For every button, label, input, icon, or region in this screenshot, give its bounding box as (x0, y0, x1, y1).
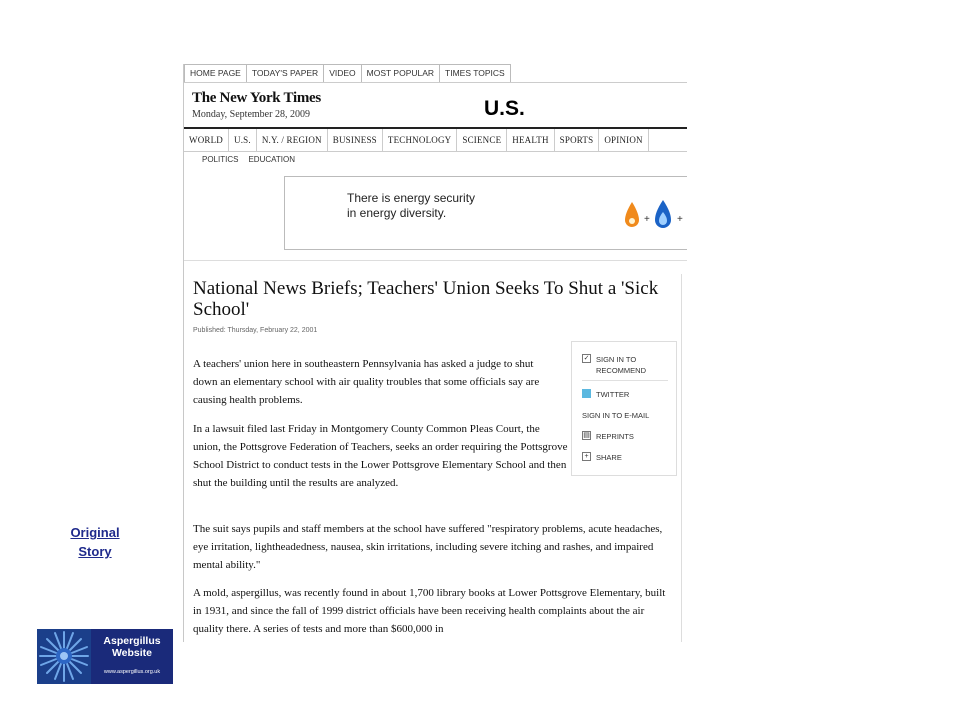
energy-flame-icons (625, 198, 687, 232)
flower-icon (37, 629, 91, 684)
nyt-article-screenshot (183, 64, 687, 642)
article-tools-panel (571, 341, 677, 476)
share-plus-icon: + (582, 452, 591, 461)
nav-times-topics[interactable]: TIMES TOPICS (440, 65, 511, 82)
ad-line-1: There is energy security (347, 191, 476, 205)
subnav-politics[interactable]: POLITICS (202, 155, 239, 164)
original-story-line1: Original (70, 525, 120, 540)
aspergillus-website-logo[interactable] (37, 629, 173, 684)
article-headline: National News Briefs; Teachers' Union Seeks To Shut a 'Sick School' (193, 278, 659, 320)
email-label: SIGN IN TO E-MAIL (582, 411, 650, 420)
section-nav-ny-region[interactable]: N.Y. / REGION (257, 129, 328, 151)
section-nav-world[interactable]: WORLD (184, 129, 229, 151)
original-story-line2: Story (78, 544, 112, 559)
twitter-label: TWITTER (596, 390, 630, 399)
ad-line-2: in energy diversity. (347, 206, 447, 220)
nav-todays-paper[interactable]: TODAY'S PAPER (247, 65, 324, 82)
logo-title: Aspergillus Website (103, 635, 161, 659)
divider (184, 82, 687, 83)
section-nav-opinion[interactable]: OPINION (599, 129, 648, 151)
svg-text:+: + (677, 214, 683, 225)
svg-text:+: + (644, 214, 650, 225)
reprints-label: REPRINTS (596, 432, 634, 441)
original-story-link[interactable] (60, 523, 130, 561)
email-button[interactable] (582, 410, 649, 421)
top-nav (184, 64, 511, 83)
twitter-icon (582, 389, 591, 398)
recommend-label-line2: RECOMMEND (596, 366, 646, 375)
sub-nav (202, 155, 295, 164)
dateline: Monday, September 28, 2009 (192, 109, 310, 120)
subnav-education[interactable]: EDUCATION (248, 155, 295, 164)
article-paragraph-2: In a lawsuit filed last Friday in Montgomery County Common Pleas Court, the union, the Pottsgrove Federation of Teachers, seeks an order requiring the Pottsgrove School District to conduct tests in the Lower Pottsgrove Elementary School and then shut the building until the results are analyzed. (193, 423, 568, 489)
published-date: Published: Thursday, February 22, 2001 (193, 327, 318, 334)
section-nav-technology[interactable]: TECHNOLOGY (383, 129, 458, 151)
recommend-label (596, 354, 646, 376)
section-nav-science[interactable]: SCIENCE (457, 129, 507, 151)
recommend-checkbox-icon: ✓ (583, 355, 590, 362)
reprints-icon: ▤ (583, 432, 590, 439)
section-nav (184, 127, 687, 152)
section-title: U.S. (484, 97, 525, 120)
share-button[interactable] (582, 452, 622, 463)
section-nav-health[interactable]: HEALTH (507, 129, 554, 151)
article-paragraph-1: A teachers' union here in southeastern Pennsylvania has asked a judge to shut down an elementary school with air quality troubles that some officials say are causing health problems. (193, 358, 540, 406)
section-nav-us[interactable]: U.S. (229, 129, 257, 151)
twitter-button[interactable] (582, 389, 629, 400)
divider (184, 260, 687, 261)
section-nav-business[interactable]: BUSINESS (328, 129, 383, 151)
nav-video[interactable]: VIDEO (324, 65, 361, 82)
article-paragraph-4: A mold, aspergillus, was recently found in about 1,700 library books at Lower Pottsgrove Elementary, built in 1931, and since the fall of 1999 district officials have been receiving health complaints about the air quality there. A series of tests and more than $600,000 in (193, 587, 666, 635)
article-paragraph-3: The suit says pupils and staff members at the school have suffered "respiratory problems, acute headaches, eye irritation, lightheadedness, nausea, skin irritations, including severe itching and rashes, and impaired mental ability." (193, 523, 663, 571)
recommend-label-line1: SIGN IN TO (596, 355, 637, 364)
divider (681, 274, 682, 642)
advertisement-banner[interactable] (284, 176, 687, 250)
nyt-logo[interactable]: The New York Times (192, 90, 321, 106)
logo-url: www.aspergillus.org.uk (103, 669, 161, 675)
section-nav-sports[interactable]: SPORTS (555, 129, 600, 151)
divider (582, 380, 668, 381)
nav-home-page[interactable]: HOME PAGE (184, 65, 247, 82)
recommend-button[interactable] (582, 354, 646, 376)
share-label: SHARE (596, 453, 622, 462)
reprints-button[interactable] (582, 431, 634, 442)
ad-text (347, 191, 475, 221)
nav-most-popular[interactable]: MOST POPULAR (362, 65, 440, 82)
